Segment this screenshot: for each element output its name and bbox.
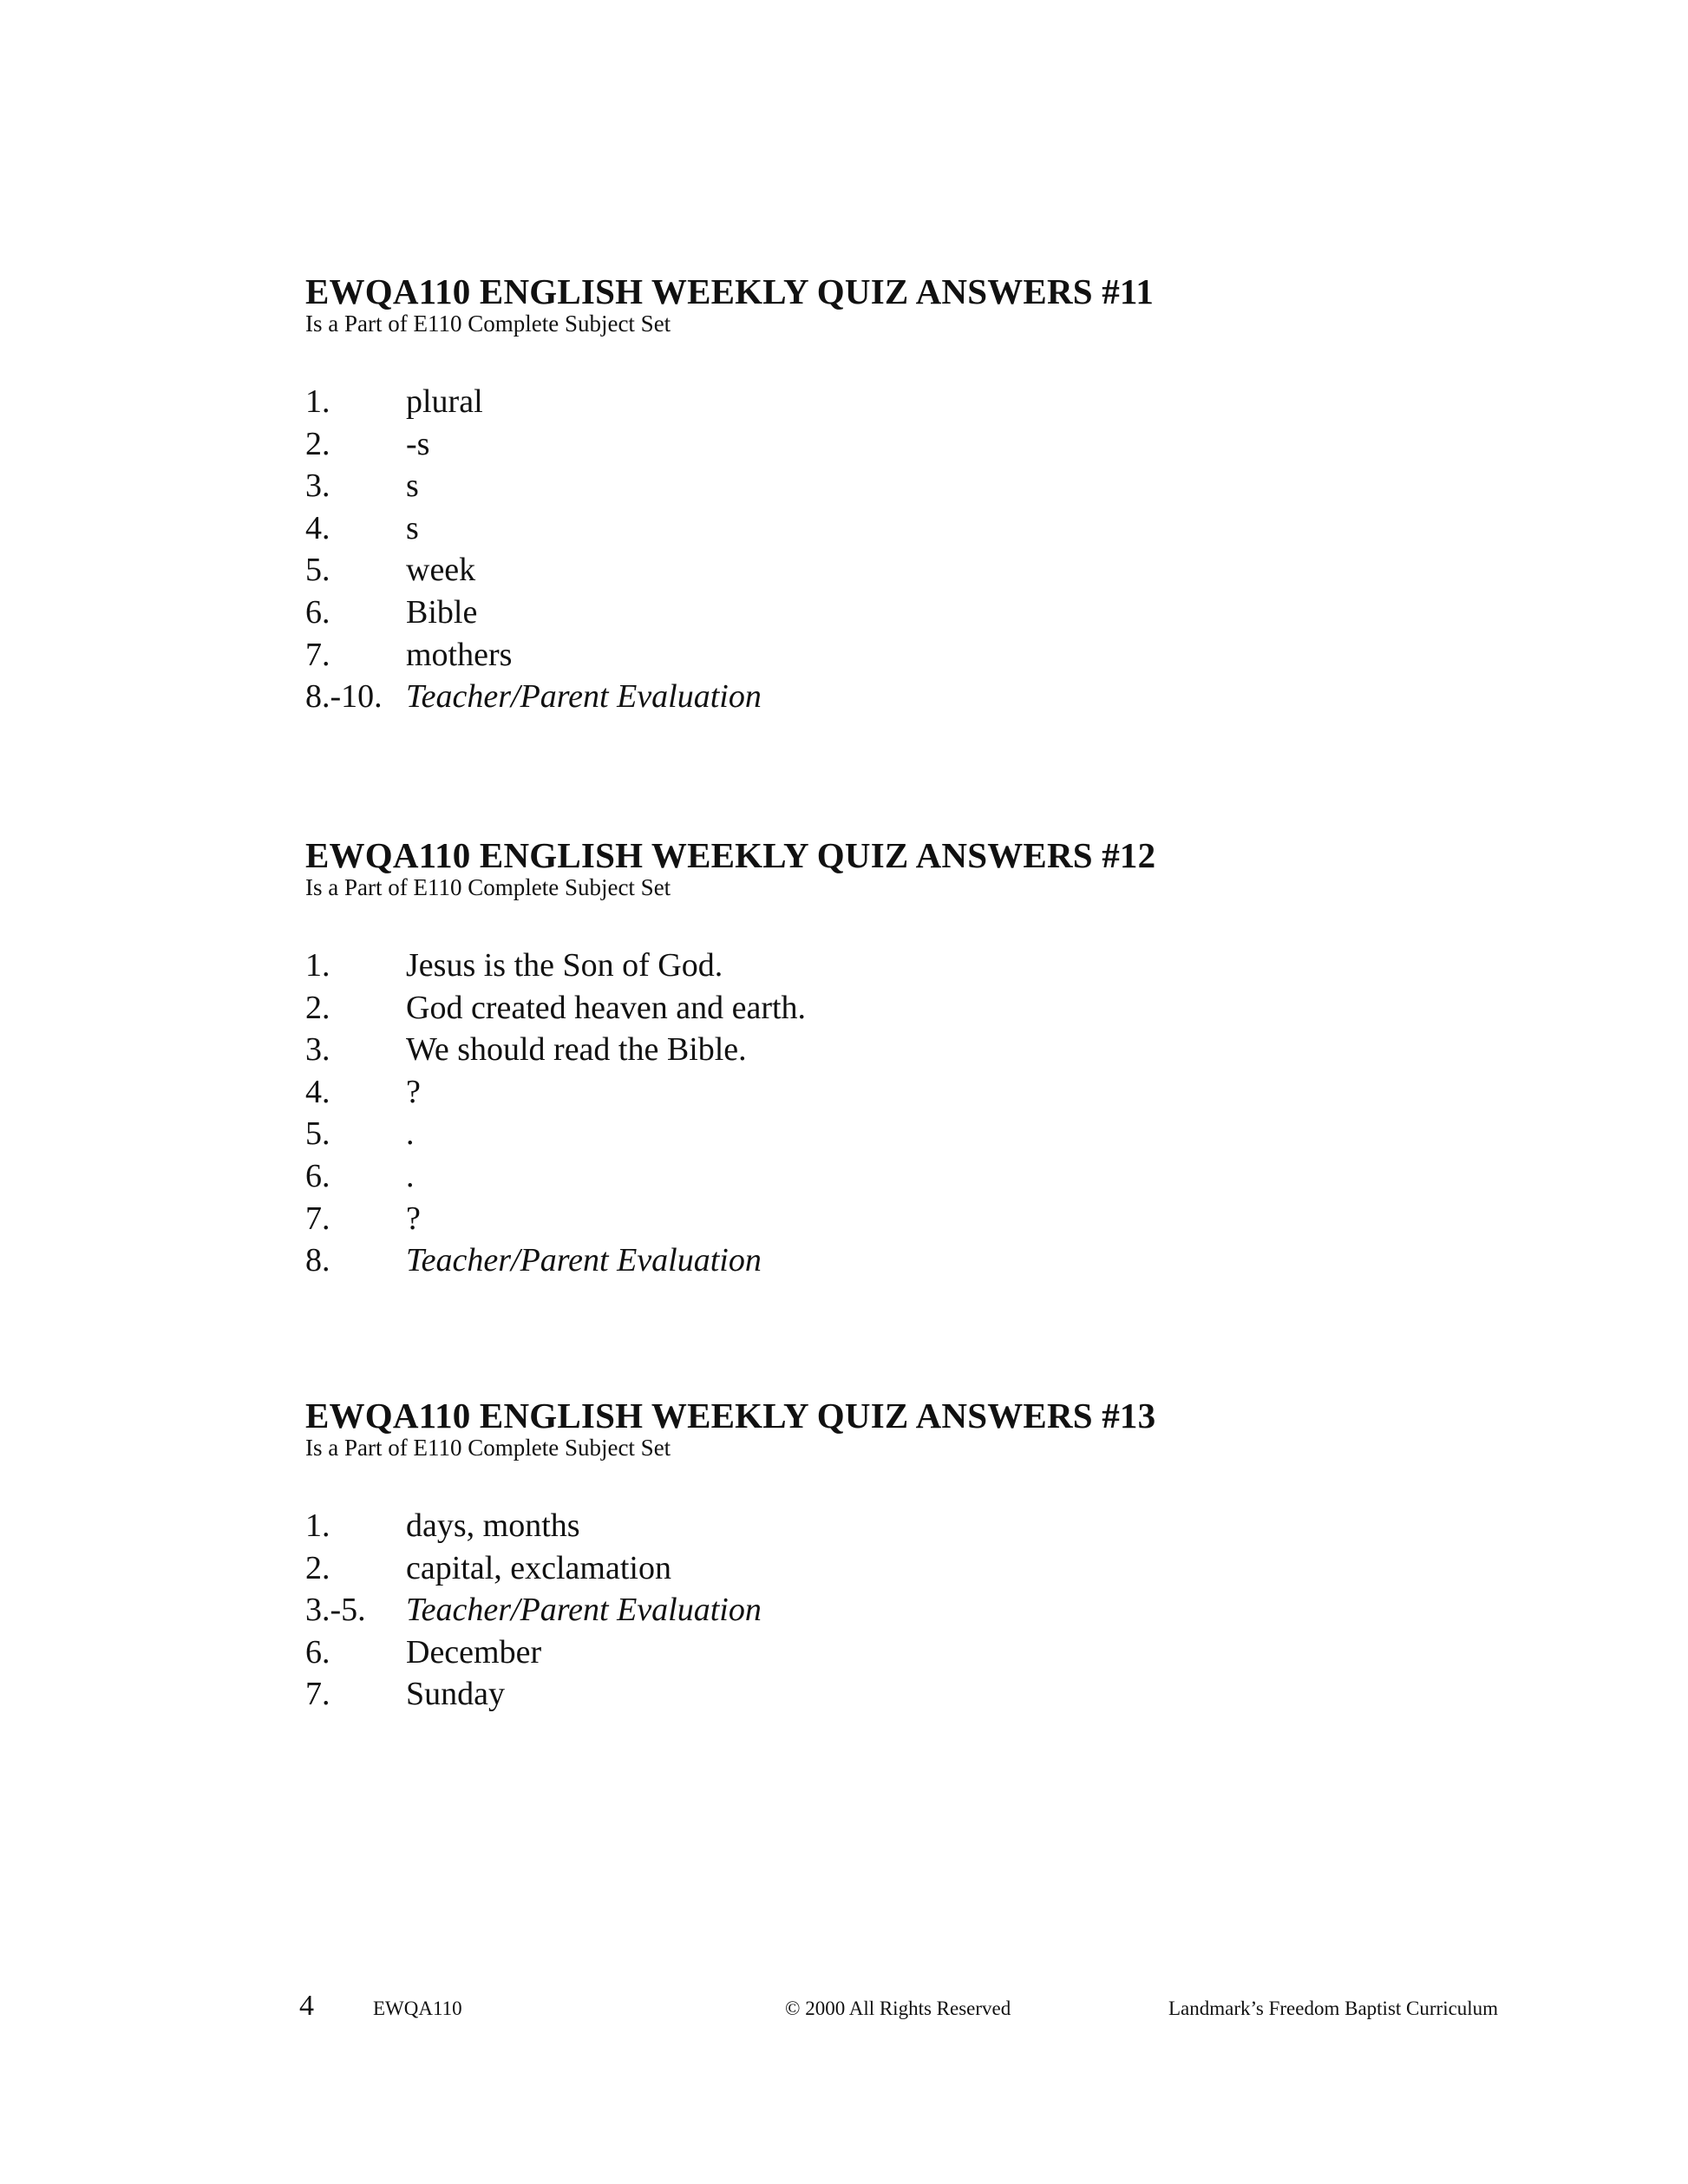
answer-text: December: [406, 1633, 542, 1671]
answer-number: 4.: [305, 509, 330, 546]
answer-text: God created heaven and earth.: [406, 989, 807, 1026]
answer-number: 2.: [305, 1549, 330, 1586]
answer-number: 6.: [305, 1633, 330, 1671]
answer-number: 8.: [305, 1242, 330, 1279]
answer-text: days, months: [406, 1507, 580, 1544]
answer-number: 2.: [305, 425, 330, 462]
answer-text: Teacher/Parent Evaluation: [406, 678, 762, 716]
answer-number: 1.: [305, 1507, 330, 1544]
answer-number: 5.: [305, 1115, 330, 1153]
answer-number: 6.: [305, 593, 330, 631]
answer-text: Jesus is the Son of God.: [406, 947, 723, 984]
answer-text: Sunday: [406, 1676, 505, 1713]
answer-number: 3.: [305, 1031, 330, 1069]
answer-number: 1.: [305, 383, 330, 420]
answer-text: s: [406, 509, 419, 546]
answer-number: 8.-10.: [305, 678, 383, 716]
section-subtitle: Is a Part of E110 Complete Subject Set: [305, 874, 671, 900]
answer-text: Teacher/Parent Evaluation: [406, 1242, 762, 1279]
footer-code: EWQA110: [373, 1998, 462, 2019]
answer-text: .: [406, 1115, 415, 1153]
answer-number: 7.: [305, 636, 330, 673]
section-title: EWQA110 ENGLISH WEEKLY QUIZ ANSWERS #11: [305, 271, 1155, 311]
answer-text: Bible: [406, 593, 478, 631]
answer-text: mothers: [406, 636, 513, 673]
answer-number: 5.: [305, 552, 330, 589]
answer-number: 3.: [305, 468, 330, 505]
answer-number: 6.: [305, 1157, 330, 1194]
section-subtitle: Is a Part of E110 Complete Subject Set: [305, 1435, 671, 1461]
answer-text: We should read the Bible.: [406, 1031, 747, 1069]
page-footer: [0, 1989, 1688, 2024]
answer-text: ?: [406, 1073, 421, 1110]
answer-text: s: [406, 468, 419, 505]
answer-number: 1.: [305, 947, 330, 984]
answer-text: plural: [406, 383, 483, 420]
answer-number: 2.: [305, 989, 330, 1026]
section-title: EWQA110 ENGLISH WEEKLY QUIZ ANSWERS #13: [305, 1396, 1156, 1435]
answer-text: -s: [406, 425, 430, 462]
answer-number: 4.: [305, 1073, 330, 1110]
section-title: EWQA110 ENGLISH WEEKLY QUIZ ANSWERS #12: [305, 835, 1156, 875]
footer-copyright: © 2000 All Rights Reserved: [785, 1998, 1011, 2019]
answer-text: .: [406, 1157, 415, 1194]
footer-publisher: Landmark’s Freedom Baptist Curriculum: [1168, 1998, 1499, 2019]
answer-text: Teacher/Parent Evaluation: [406, 1592, 762, 1629]
answer-number: 3.-5.: [305, 1592, 366, 1629]
answer-number: 7.: [305, 1676, 330, 1713]
section-subtitle: Is a Part of E110 Complete Subject Set: [305, 311, 671, 337]
answer-text: capital, exclamation: [406, 1549, 671, 1586]
answer-text: ?: [406, 1200, 421, 1237]
answer-number: 7.: [305, 1200, 330, 1237]
answer-text: week: [406, 552, 476, 589]
page-number: 4: [299, 1990, 314, 2022]
